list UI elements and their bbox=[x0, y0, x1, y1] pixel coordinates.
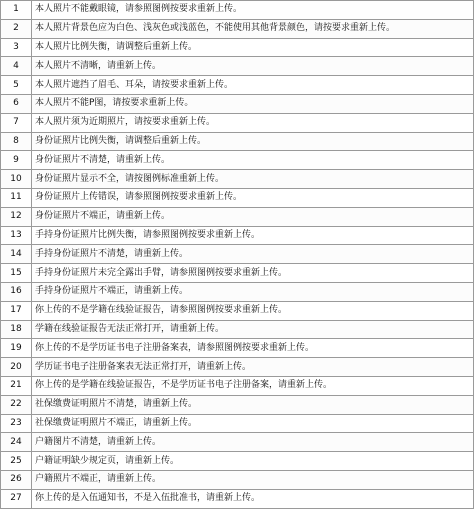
row-number: 13 bbox=[1, 226, 32, 245]
row-reason: 本人照片背景色应为白色、浅灰色或浅蓝色，不能使用其他背景颜色，请按要求重新上传。 bbox=[32, 19, 474, 38]
table-row bbox=[1, 414, 474, 433]
row-reason: 你上传的不是学籍在线验证报告，请参照图例按要求重新上传。 bbox=[32, 301, 474, 320]
row-reason: 身份证照片上传错误，请参照图例按要求重新上传。 bbox=[32, 188, 474, 207]
table-row bbox=[1, 170, 474, 189]
row-reason: 本人照片不能戴眼镜，请参照图例按要求重新上传。 bbox=[32, 1, 474, 20]
row-number: 14 bbox=[1, 245, 32, 264]
row-number: 17 bbox=[1, 301, 32, 320]
table-row bbox=[1, 1, 474, 20]
row-reason: 户籍图片不清楚，请重新上传。 bbox=[32, 433, 474, 452]
table-row bbox=[1, 376, 474, 395]
row-reason: 手持身份证照片不端正，请重新上传。 bbox=[32, 282, 474, 301]
row-reason: 身份证照片显示不全，请按图例标准重新上传。 bbox=[32, 170, 474, 189]
table-row bbox=[1, 395, 474, 414]
row-reason: 本人照片比例失衡，请调整后重新上传。 bbox=[32, 38, 474, 57]
row-number: 18 bbox=[1, 320, 32, 339]
table-row bbox=[1, 113, 474, 132]
table-row bbox=[1, 207, 474, 226]
table-row bbox=[1, 264, 474, 283]
table-row bbox=[1, 188, 474, 207]
table-body bbox=[1, 1, 474, 509]
row-reason: 本人照片不能P图，请按要求重新上传。 bbox=[32, 94, 474, 113]
row-number: 20 bbox=[1, 358, 32, 377]
table-row bbox=[1, 38, 474, 57]
row-reason: 本人照片须为近期照片，请按要求重新上传。 bbox=[32, 113, 474, 132]
row-number: 1 bbox=[1, 1, 32, 20]
row-reason: 社保缴费证明照片不端正，请重新上传。 bbox=[32, 414, 474, 433]
table-row bbox=[1, 470, 474, 489]
row-number: 7 bbox=[1, 113, 32, 132]
table-row bbox=[1, 320, 474, 339]
table-row bbox=[1, 489, 474, 508]
row-reason: 手持身份证照片未完全露出手臂，请参照图例按要求重新上传。 bbox=[32, 264, 474, 283]
row-number: 19 bbox=[1, 339, 32, 358]
row-reason: 手持身份证照片比例失衡，请参照图例按要求重新上传。 bbox=[32, 226, 474, 245]
table-row bbox=[1, 358, 474, 377]
table-row bbox=[1, 301, 474, 320]
row-number: 21 bbox=[1, 376, 32, 395]
row-number: 11 bbox=[1, 188, 32, 207]
row-number: 5 bbox=[1, 76, 32, 95]
table-row bbox=[1, 94, 474, 113]
table-row bbox=[1, 19, 474, 38]
table-row bbox=[1, 433, 474, 452]
row-number: 8 bbox=[1, 132, 32, 151]
row-reason: 你上传的是入伍通知书，不是入伍批准书，请重新上传。 bbox=[32, 489, 474, 508]
row-reason: 你上传的不是学历证书电子注册备案表，请参照图例按要求重新上传。 bbox=[32, 339, 474, 358]
table-row bbox=[1, 151, 474, 170]
table-row bbox=[1, 226, 474, 245]
row-number: 10 bbox=[1, 170, 32, 189]
row-reason: 社保缴费证明照片不清楚，请重新上传。 bbox=[32, 395, 474, 414]
row-reason: 手持身份证照片不清楚，请重新上传。 bbox=[32, 245, 474, 264]
row-number: 26 bbox=[1, 470, 32, 489]
row-number: 25 bbox=[1, 452, 32, 471]
row-number: 23 bbox=[1, 414, 32, 433]
row-number: 12 bbox=[1, 207, 32, 226]
row-reason: 学历证书电子注册备案表无法正常打开，请重新上传。 bbox=[32, 358, 474, 377]
row-number: 9 bbox=[1, 151, 32, 170]
table-row bbox=[1, 132, 474, 151]
table-row bbox=[1, 282, 474, 301]
row-number: 16 bbox=[1, 282, 32, 301]
row-number: 6 bbox=[1, 94, 32, 113]
table-row bbox=[1, 339, 474, 358]
table-row bbox=[1, 76, 474, 95]
row-number: 2 bbox=[1, 19, 32, 38]
table-row bbox=[1, 452, 474, 471]
row-reason: 本人照片不清晰，请重新上传。 bbox=[32, 57, 474, 76]
row-reason: 本人照片遮挡了眉毛、耳朵，请按要求重新上传。 bbox=[32, 76, 474, 95]
row-reason: 学籍在线验证报告无法正常打开，请重新上传。 bbox=[32, 320, 474, 339]
row-reason: 身份证照片不清楚，请重新上传。 bbox=[32, 151, 474, 170]
row-number: 24 bbox=[1, 433, 32, 452]
row-reason: 你上传的是学籍在线验证报告，不是学历证书电子注册备案，请重新上传。 bbox=[32, 376, 474, 395]
row-number: 22 bbox=[1, 395, 32, 414]
row-reason: 户籍证明缺少规定页，请重新上传。 bbox=[32, 452, 474, 471]
row-number: 15 bbox=[1, 264, 32, 283]
row-reason: 身份证照片比例失衡，请调整后重新上传。 bbox=[32, 132, 474, 151]
table-row bbox=[1, 245, 474, 264]
row-number: 4 bbox=[1, 57, 32, 76]
row-number: 3 bbox=[1, 38, 32, 57]
table-row bbox=[1, 57, 474, 76]
row-reason: 身份证照片不端正，请重新上传。 bbox=[32, 207, 474, 226]
row-reason: 户籍照片不端正，请重新上传。 bbox=[32, 470, 474, 489]
row-number: 27 bbox=[1, 489, 32, 508]
